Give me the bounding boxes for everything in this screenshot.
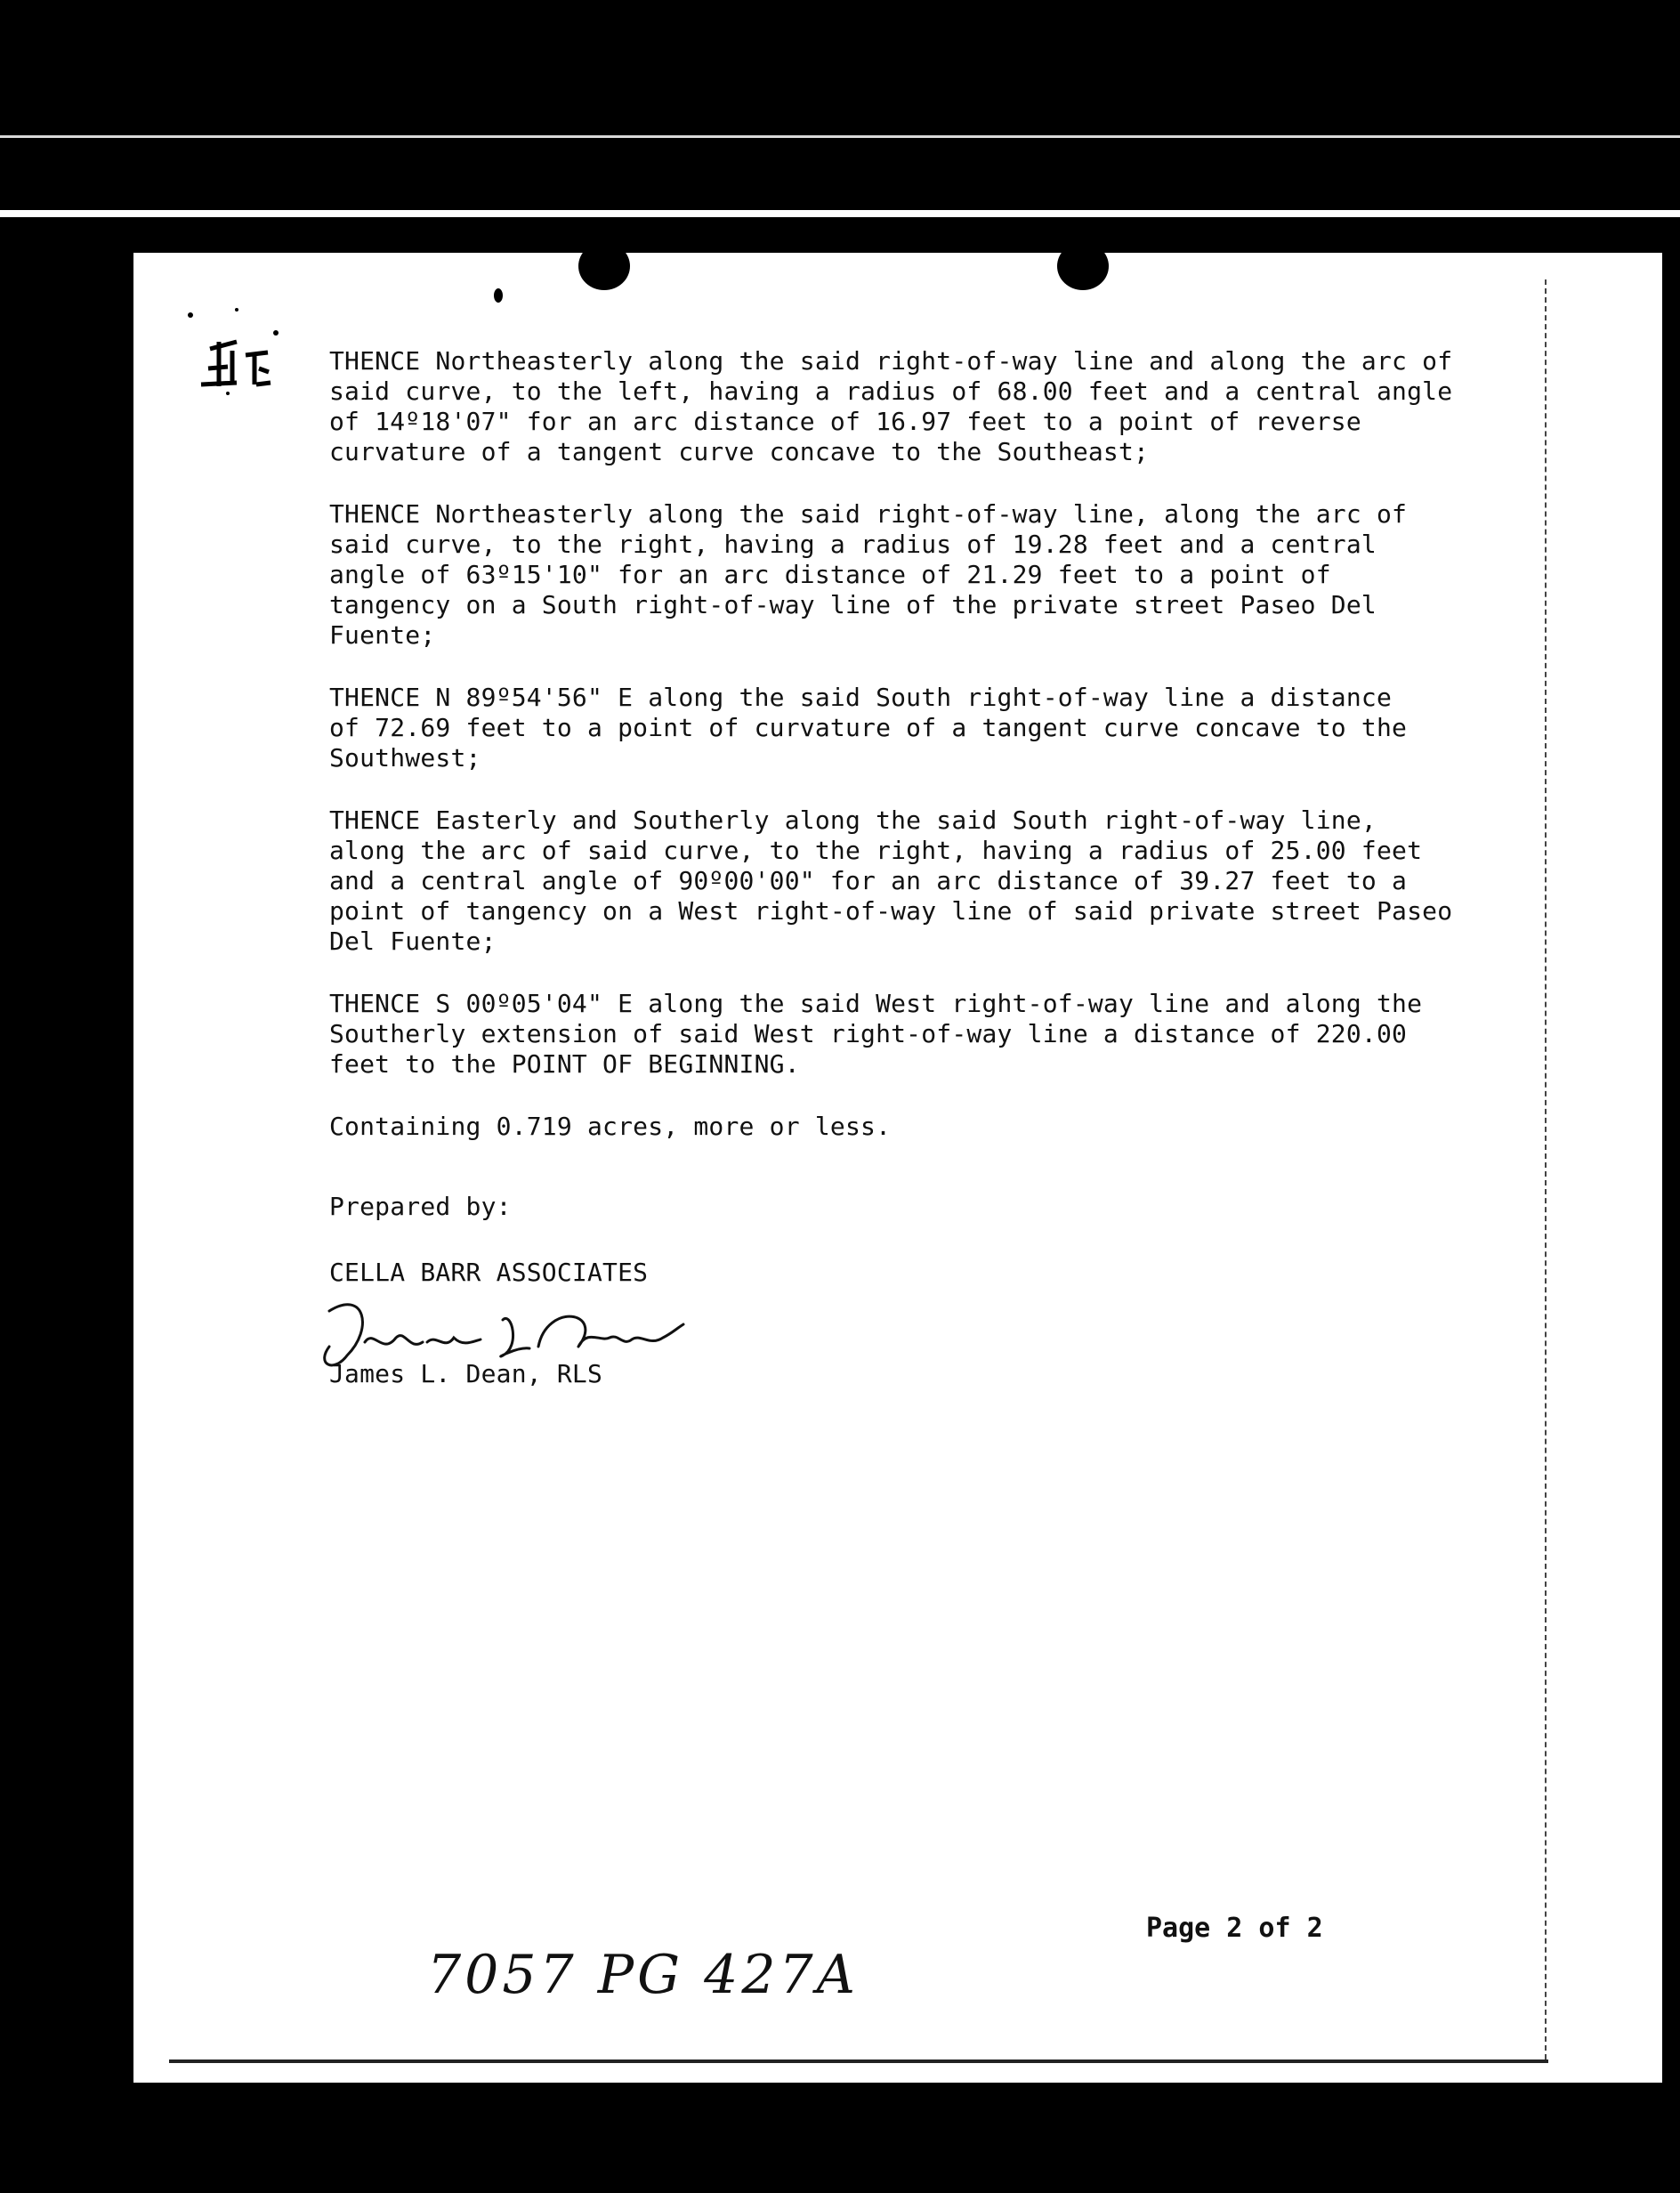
legal-description-paragraph: THENCE S 00º05'04" E along the said West right-of-way line and along the Southerly extension of said West right-of-way line a distance of 220.00 feet to the POINT OF BEGINNING. <box>329 989 1423 1079</box>
legal-description-paragraph: THENCE Northeasterly along the said right-of-way line, along the arc of said curve, to the right, having a radius of 19.28 feet and a central angle of 63º15'10" for an arc distance of 21.29 feet to a point of tangency on a South right-of-way line of the private street Paseo Del Fuente; <box>329 499 1408 650</box>
acreage-statement: Containing 0.719 acres, more or less. <box>329 1112 892 1141</box>
scan-edge-line <box>0 135 1680 138</box>
recording-stamp-mark <box>183 306 281 395</box>
company-name: CELLA BARR ASSOCIATES <box>329 1258 649 1287</box>
legal-description-paragraph: THENCE Easterly and Southerly along the said South right-of-way line, along the arc of said curve, to the right, having a radius of 25.00 feet and a central angle of 90º00'00" for an arc distance of 39.27 feet to a point of tangency on a West right-of-way line of said private street Paseo Del Fuente; <box>329 805 1453 956</box>
document-page <box>133 253 1662 2083</box>
signer-name: James L. Dean, RLS <box>329 1359 603 1388</box>
document-body <box>329 346 1575 1412</box>
punch-hole <box>578 242 630 290</box>
punch-hole <box>1057 242 1109 290</box>
bottom-rule <box>169 2059 1548 2063</box>
signature <box>329 1293 1575 1391</box>
handwritten-book-page-note: 7057 PG 427A <box>427 1944 859 2006</box>
prepared-by-label: Prepared by: <box>329 1192 512 1221</box>
legal-description-paragraph: THENCE N 89º54'56" E along the said South right-of-way line a distance of 72.69 feet to a point of curvature of a tangent curve concave to the Southwest; <box>329 683 1408 773</box>
scan-speck <box>494 288 503 303</box>
legal-description-paragraph: THENCE Northeasterly along the said right-of-way line and along the arc of said curve, to the left, having a radius of 68.00 feet and a central angle of 14º18'07" for an arc distance of 16.97 feet to a point of reverse curvature of a tangent curve concave to the Southeast; <box>329 346 1453 466</box>
page-number: Page 2 of 2 <box>1146 1913 1323 1944</box>
signature-mark <box>311 1293 685 1391</box>
scan-edge-band <box>0 210 1680 217</box>
